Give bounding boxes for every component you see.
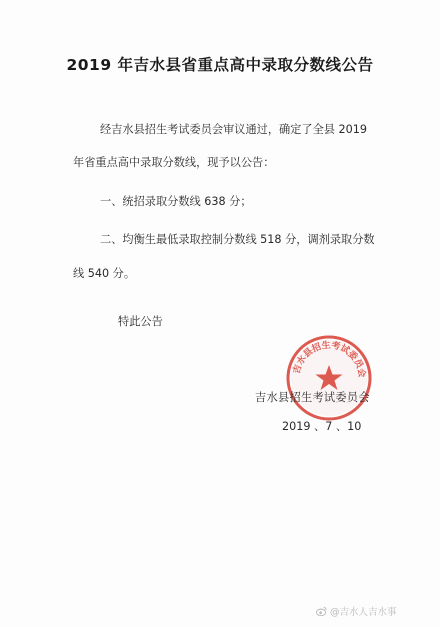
official-seal — [284, 333, 374, 423]
seal-ring-text: 吉水县招生考试委员会 — [292, 340, 367, 379]
watermark — [316, 604, 397, 618]
intro-line-2: 年省重点高中录取分数线，现予以公告： — [73, 156, 275, 169]
signature-organization: 吉水县招生考试委员会 — [255, 391, 370, 404]
signature-date: 2019 、7 、10 — [282, 420, 362, 433]
intro-line-1: 经吉水县招生考试委员会审议通过，确定了全县 2019 — [100, 123, 367, 136]
document-title: 2019 年吉水县省重点高中录取分数线公告 — [66, 56, 374, 74]
watermark-text: @吉水人吉水事 — [330, 607, 397, 618]
weibo-icon — [316, 606, 327, 617]
item-2-line-2: 线 540 分。 — [73, 267, 136, 280]
item-2-line-1: 二、均衡生最低录取控制分数线 518 分，调剂录取分数 — [100, 233, 375, 246]
item-1: 一、统招录取分数线 638 分； — [100, 195, 252, 208]
closing-text: 特此公告 — [118, 315, 163, 328]
